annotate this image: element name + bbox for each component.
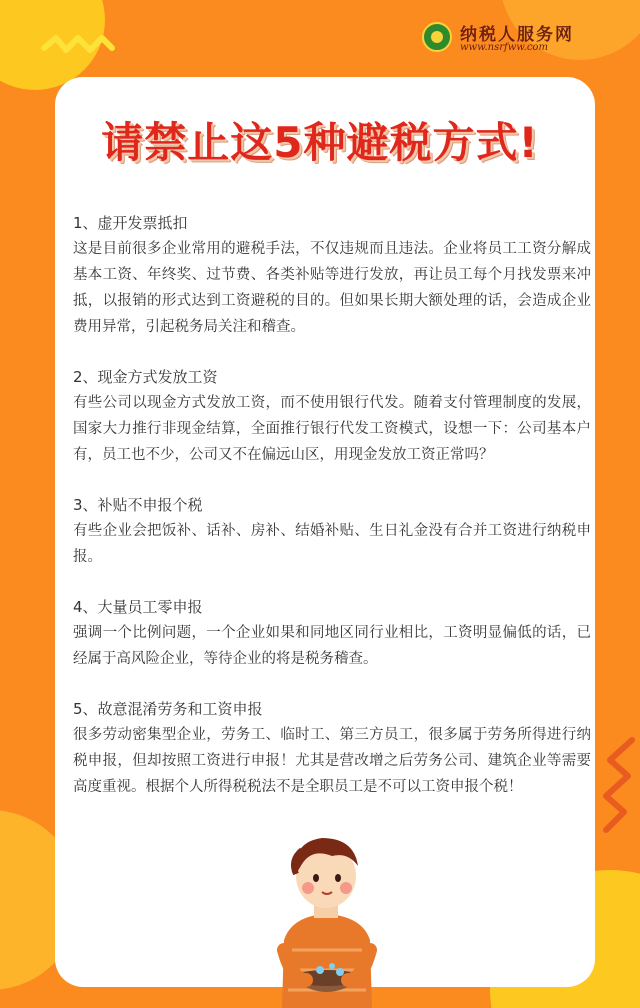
section-heading: 3、补贴不申报个税 [73, 496, 203, 514]
section-body: 很多劳动密集型企业，劳务工、临时工、第三方员工，很多属于劳务所得进行纳税申报，但却按照工资进行申报！尤其是营改增之后劳务公司、建筑企业等需要高度重视。根据个人所得税税法不是全职员工是不可以工资申报个税！ [73, 727, 591, 795]
cartoon-person [262, 830, 392, 1008]
logo-icon [422, 22, 452, 52]
brand-url: www.nsrfww.com [460, 42, 548, 53]
section-2 [73, 364, 593, 468]
brand-name: 纳税人服务网 [460, 25, 574, 45]
page-title: 请禁止这5种避税方式! [101, 118, 539, 167]
section-heading: 5、故意混淆劳务和工资申报 [73, 700, 263, 718]
section-5 [73, 696, 593, 800]
section-heading: 2、现金方式发放工资 [73, 368, 218, 386]
section-body: 这是目前很多企业常用的避税手法，不仅违规而且违法。企业将员工工资分解成基本工资、年终奖、过节费、各类补贴等进行发放，再让员工每个月找发票来冲抵，以报销的形式达到工资避税的目的。但如果长期大额处理的话，会造成企业费用异常，引起税务局关注和稽查。 [73, 241, 591, 335]
brand [420, 18, 620, 58]
section-1 [73, 210, 593, 340]
article-content [73, 210, 593, 824]
section-3 [73, 492, 593, 570]
section-body: 强调一个比例问题，一个企业如果和同地区同行业相比，工资明显偏低的话，已经属于高风险企业，等待企业的将是税务稽查。 [73, 625, 591, 667]
section-heading: 1、虚开发票抵扣 [73, 214, 188, 232]
section-heading: 4、大量员工零申报 [73, 598, 203, 616]
section-4 [73, 594, 593, 672]
section-body: 有些公司以现金方式发放工资，而不使用银行代发。随着支付管理制度的发展，国家大力推行非现金结算，全面推行银行代发工资模式，设想一下：公司基本户有，员工也不少，公司又不在偏远山区，用现金发放工资正常吗？ [73, 395, 591, 463]
section-body: 有些企业会把饭补、话补、房补、结婚补贴、生日礼金没有合并工资进行纳税申报。 [73, 523, 591, 565]
